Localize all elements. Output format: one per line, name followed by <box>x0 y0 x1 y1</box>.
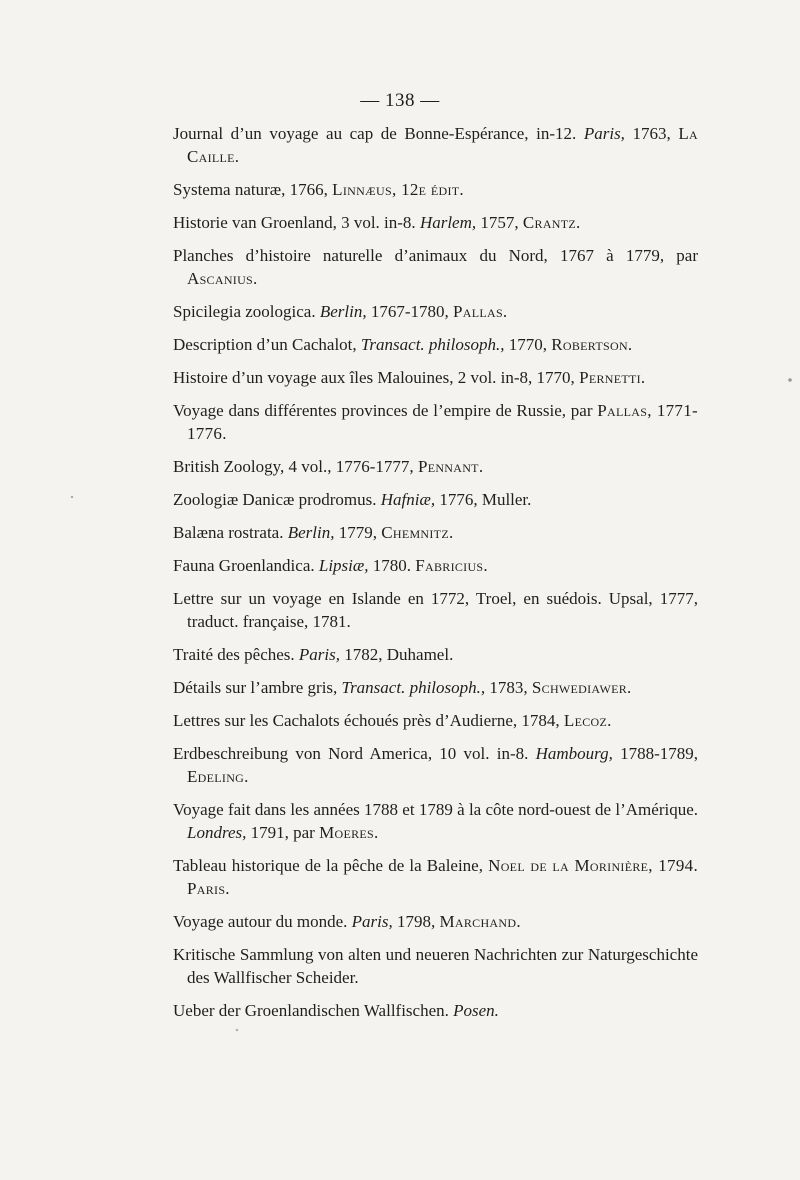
entry-place: Londres, <box>187 823 247 842</box>
entry-title: Détails sur l’ambre gris, <box>173 678 338 697</box>
entry-year: 1776, <box>439 490 478 509</box>
bibliography-entry <box>173 854 698 900</box>
entry-author: Robertson. <box>551 335 633 354</box>
bibliography-entry <box>173 943 698 989</box>
entry-title: Erdbeschreibung von Nord America, 10 vol. in-8. <box>173 744 529 763</box>
entry-title: Histoire d’un voyage aux îles Malouines, 2 vol. in-8, 1770, <box>173 368 575 387</box>
entry-title: Historie van Groenland, 3 vol. in-8. <box>173 213 416 232</box>
entry-author: Edeling. <box>187 767 249 786</box>
bibliography-entry <box>173 709 698 732</box>
entry-place: Berlin, <box>319 302 367 321</box>
entry-place: Paris, <box>298 645 340 664</box>
entry-year: 1798, <box>396 912 436 931</box>
bibliography-entry <box>173 999 698 1022</box>
entry-title: British Zoology, 4 vol., 1776-1777, <box>173 457 414 476</box>
entry-author: Ascanius. <box>187 269 258 288</box>
entry-year: 1791, par <box>250 823 315 842</box>
entry-place: Harlem, <box>419 213 477 232</box>
entry-title: Voyage dans différentes provinces de l’empire de Russie, par <box>173 401 593 420</box>
entry-place: Posen. <box>453 1001 499 1020</box>
entry-year: 1767-1780, <box>370 302 449 321</box>
entry-title: Planches d’histoire naturelle d’animaux du Nord, 1767 à 1779, par <box>173 246 698 265</box>
entry-place: Paris, <box>351 912 393 931</box>
entry-place: Hafniæ, <box>380 490 436 509</box>
bibliography-entry <box>173 300 698 323</box>
bibliography-entry <box>173 122 698 168</box>
entry-author: Lecoz. <box>563 711 612 730</box>
entry-year: 1788-1789, <box>620 744 699 763</box>
bibliography-entry <box>173 521 698 544</box>
entry-author: Crantz. <box>522 213 581 232</box>
bibliography-entry <box>173 333 698 356</box>
bibliography-entry <box>173 798 698 844</box>
entry-title: Fauna Groenlandica. <box>173 556 315 575</box>
bibliography-list <box>173 122 698 1032</box>
entry-author: Chemnitz. <box>381 523 454 542</box>
entry-author: La Caille. <box>187 124 698 166</box>
entry-year: 1783, <box>489 678 528 697</box>
entry-author: Pernetti. <box>579 368 646 387</box>
entry-title: Systema naturæ, 1766, <box>173 180 328 199</box>
bibliography-entry <box>173 587 698 633</box>
entry-author: Pallas, 1771-1776. <box>187 401 698 443</box>
entry-title: Description d’un Cachalot, <box>173 335 357 354</box>
entry-title: Traité des pêches. <box>173 645 295 664</box>
entry-title: Journal d’un voyage au cap de Bonne-Espérance, in-12. <box>173 124 577 143</box>
bibliography-entry <box>173 488 698 511</box>
bibliography-entry <box>173 399 698 445</box>
page-number: — 138 — <box>360 90 440 111</box>
entry-title: Voyage fait dans les années 1788 et 1789 à la côte nord-ouest de l’Amérique. <box>173 800 698 819</box>
entry-title: Kritische Sammlung von alten und neueren Nachrichten zur Naturgeschichte des Wallfischer Scheider. <box>173 945 698 987</box>
entry-author: Linnæus, 12e édit. <box>332 180 464 199</box>
entry-title: Zoologiæ Danicæ prodromus. <box>173 490 377 509</box>
entry-year: 1780. <box>372 556 411 575</box>
entry-place: Transact. philosoph., <box>341 678 486 697</box>
entry-title: Lettre sur un voyage en Islande en 1772, <box>173 589 470 608</box>
bibliography-entry <box>173 211 698 234</box>
bibliography-entry <box>173 178 698 201</box>
entry-year: 1757, <box>480 213 519 232</box>
entry-title: Ueber der Groenlandischen Wallfischen. <box>173 1001 449 1020</box>
entry-author: Schwediawer. <box>531 678 632 697</box>
entry-place: Hambourg, <box>535 744 613 763</box>
entry-author: Moeres. <box>319 823 379 842</box>
entry-author: Muller. <box>481 490 532 509</box>
entry-place: Berlin, <box>287 523 335 542</box>
entry-place: Lipsiæ, <box>318 556 369 575</box>
entry-year: 1763, <box>632 124 671 143</box>
entry-year: 1782, <box>344 645 383 664</box>
entry-author: Pallas. <box>453 302 508 321</box>
bibliography-entry <box>173 366 698 389</box>
entry-title: Tableau historique de la pêche de la Baleine, <box>173 856 483 875</box>
bibliography-entry <box>173 643 698 666</box>
entry-title: Voyage autour du monde. <box>173 912 348 931</box>
entry-place: Transact. philosoph., <box>360 335 505 354</box>
entry-author: Marchand. <box>439 912 521 931</box>
bibliography-entry <box>173 676 698 699</box>
entry-author: Pennant. <box>417 457 484 476</box>
entry-place: Paris, <box>583 124 625 143</box>
entry-title: Lettres sur les Cachalots échoués près d’Audierne, 1784, <box>173 711 560 730</box>
entry-author: Noel de la Morinière, 1794. Paris. <box>187 856 699 898</box>
entry-year: 1779, <box>338 523 377 542</box>
entry-title: Spicilegia zoologica. <box>173 302 316 321</box>
entry-year: 1770, <box>508 335 547 354</box>
bibliography-entry <box>173 455 698 478</box>
bibliography-entry <box>173 910 698 933</box>
bibliography-entry <box>173 244 698 290</box>
bibliography-entry <box>173 742 698 788</box>
entry-author: Duhamel. <box>386 645 454 664</box>
entry-author: Troel, en suédois. Upsal, 1777, traduct. française, 1781. <box>187 589 698 631</box>
bibliography-entry <box>173 554 698 577</box>
entry-author: Fabricius. <box>415 556 488 575</box>
entry-title: Balæna rostrata. <box>173 523 284 542</box>
